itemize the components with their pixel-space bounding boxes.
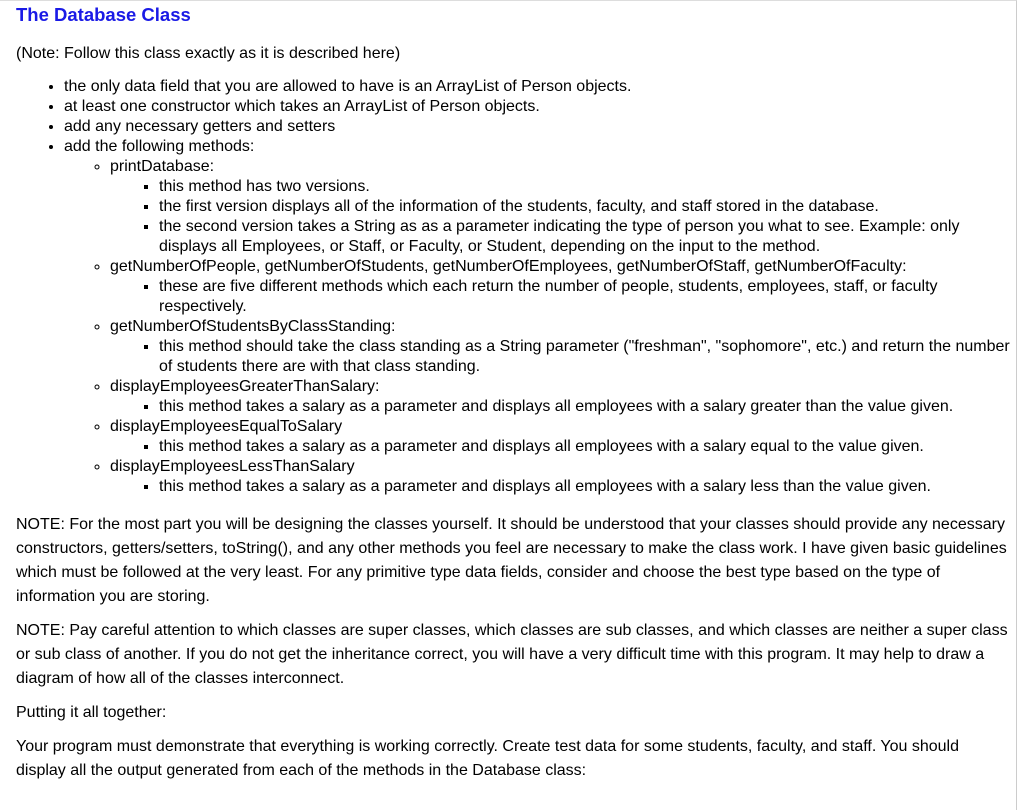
method-details (110, 337, 1011, 377)
method-detail: ▪ this method takes a salary as a parameter and displays all employees with a salary equal to the value given. (159, 437, 1011, 457)
method-item (110, 257, 1011, 317)
paragraph-note-design: NOTE: For the most part you will be designing the classes yourself. It should be understood that your classes should provide any necessary constructors, getters/setters, toString(), and any other methods you feel are necessary to make the class work. I have given basic guidelines which must be followed at the very least. For any primitive type data fields, consider and choose the best type based on the type of information you are storing. (16, 516, 1007, 605)
method-detail: ▪ this method should take the class standing as a String parameter ("freshman", "sophomore", etc.) and return the number of students there are with that class standing. (159, 337, 1011, 377)
requirements-list (16, 77, 1011, 497)
method-item (110, 457, 1011, 497)
method-details (110, 397, 1011, 417)
list-item: • at least one constructor which takes an ArrayList of Person objects. (64, 97, 1011, 117)
section-title: The Database Class (16, 4, 191, 25)
method-item (110, 317, 1011, 377)
note-text: (Note: Follow this class exactly as it is described here) (16, 45, 401, 62)
method-item (110, 157, 1011, 257)
method-detail: ▪ the second version takes a String as as a parameter indicating the type of person you what to see. Example: only displays all Employees, or Staff, or Faculty, or Student, depending on the input to the method. (159, 217, 1011, 257)
method-name: displayEmployeesGreaterThanSalary: (110, 378, 380, 395)
method-detail: ▪ this method takes a salary as a parameter and displays all employees with a salary less than the value given. (159, 477, 1011, 497)
method-details (110, 477, 1011, 497)
method-item (110, 417, 1011, 457)
list-item (64, 137, 1011, 497)
list-item-text: add the following methods: (64, 138, 255, 155)
paragraph-note-inheritance: NOTE: Pay careful attention to which classes are super classes, which classes are sub classes, and which classes are neither a super class or sub class of another. If you do not get the inheritance correct, you will have a very difficult time with this program. It may help to draw a diagram of how all of the classes interconnect. (16, 622, 1008, 687)
method-detail: ▪ these are five different methods which each return the number of people, students, employees, staff, or faculty respectively. (159, 277, 1011, 317)
methods-list (64, 157, 1011, 497)
method-details (110, 437, 1011, 457)
method-name: printDatabase: (110, 158, 215, 175)
method-name: getNumberOfStudentsByClassStanding: (110, 318, 396, 335)
paragraph-heading-together: Putting it all together: (16, 704, 167, 721)
method-item (110, 377, 1011, 417)
method-details (110, 277, 1011, 317)
list-item: • add any necessary getters and setters (64, 117, 1011, 137)
method-name: displayEmployeesEqualToSalary (110, 418, 343, 435)
method-detail: ▪ this method takes a salary as a parameter and displays all employees with a salary greater than the value given. (159, 397, 1011, 417)
method-detail: ▪ the first version displays all of the information of the students, faculty, and staff stored in the database. (159, 197, 1011, 217)
document-content (16, 3, 1011, 783)
method-name: getNumberOfPeople, getNumberOfStudents, getNumberOfEmployees, getNumberOfStaff, getNumberOfFaculty: (110, 258, 907, 275)
paragraph-test-data: Your program must demonstrate that everything is working correctly. Create test data for some students, faculty, and staff. You should display all the output generated from each of the methods in the Database class: (16, 738, 960, 779)
method-details (110, 177, 1011, 257)
method-detail: ▪ this method has two versions. (159, 177, 1011, 197)
list-item: • the only data field that you are allowed to have is an ArrayList of Person objects. (64, 77, 1011, 97)
method-name: displayEmployeesLessThanSalary (110, 458, 355, 475)
